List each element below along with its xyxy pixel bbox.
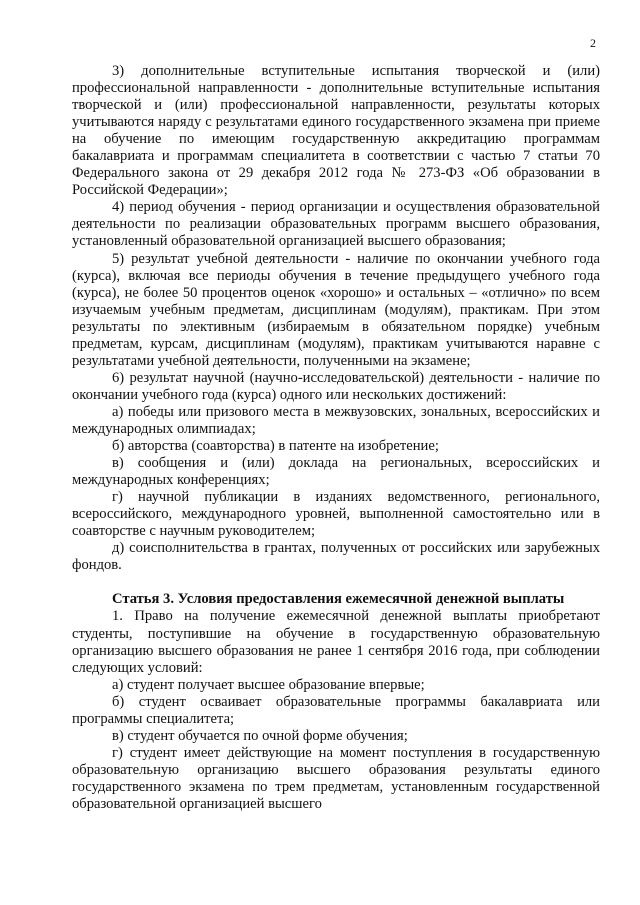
subparagraph-g: г) научной публикации в изданиях ведомственного, регионального, всероссийского, международного уровней, выполненной самостоятельно или в соавторстве с научным руководителем; — [72, 489, 600, 540]
paragraph-item-5: 5) результат учебной деятельности - наличие по окончании учебного года (курса), включая все периоды обучения в течение предыдущего учебного года (курса), не более 50 процентов оценок «хорошо» и остальных – «отлично» по всем изучаемым учебным предметам, дисциплинам (модулям), практикам. При этом результаты по элективным (избираемым в обязательном порядке) учебным предметам, курсам, дисциплинам (модулям), практикам учитываются наравне с результатами учебной деятельности, полученными на экзамене; — [72, 250, 600, 369]
condition-g: г) студент имеет действующие на момент поступления в государственную образовательную организацию высшего образования результаты единого государственного экзамена по трем предметам, установленным государственной образовательной организацией высшего — [72, 744, 600, 812]
document-body — [72, 63, 600, 813]
article-3-heading: Статья 3. Условия предоставления ежемесячной денежной выплаты — [112, 591, 565, 608]
paragraph-item-4: 4) период обучения - период организации и осуществления образовательной деятельности по реализации образовательных программ высшего образования, установленный образовательной организацией высшего образования; — [72, 199, 600, 250]
subparagraph-b: б) авторства (соавторства) в патенте на изобретение; — [112, 438, 439, 455]
condition-b: б) студент осваивает образовательные программы бакалавриата или программы специалитета; — [72, 693, 600, 727]
condition-a: а) студент получает высшее образование впервые; — [112, 676, 425, 693]
subparagraph-d: д) соисполнительства в грантах, полученных от российских или зарубежных фондов. — [72, 540, 600, 574]
subparagraph-a: а) победы или призового места в межвузовских, зональных, всероссийских и международных олимпиадах; — [72, 403, 600, 437]
condition-v: в) студент обучается по очной форме обучения; — [112, 727, 408, 744]
subparagraph-v: в) сообщения и (или) доклада на региональных, всероссийских и международных конференциях; — [72, 455, 600, 489]
paragraph-item-6: 6) результат научной (научно-исследовательской) деятельности - наличие по окончании учебного года (курса) одного или нескольких достижений: — [72, 369, 600, 403]
page-number: 2 — [590, 36, 596, 50]
paragraph-item-3: 3) дополнительные вступительные испытания творческой и (или) профессиональной направленности - дополнительные вступительные испытания творческой и (или) профессиональной направленности, результаты которых учитываются наряду с результатами единого государственного экзамена при приеме на обучение по имеющим государственную аккредитацию программам бакалавриата и программам специалитета в соответствии с частью 7 статьи 70 Федерального закона от 29 декабря 2012 года № 273-ФЗ «Об образовании в Российской Федерации»; — [72, 63, 600, 199]
article-paragraph-1: 1. Право на получение ежемесячной денежной выплаты приобретают студенты, поступившие на обучение в государственную образовательную организацию высшего образования не ранее 1 сентября 2016 года, при соблюдении следующих условий: — [72, 608, 600, 676]
